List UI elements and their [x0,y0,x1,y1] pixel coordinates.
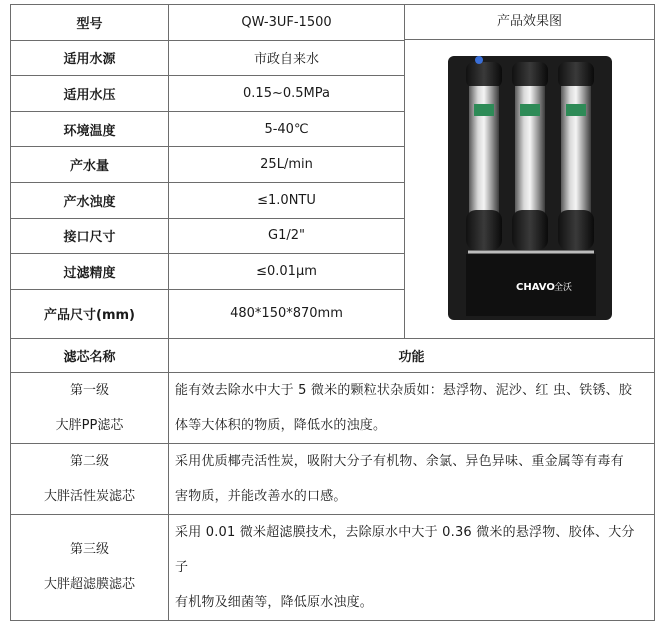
filter-function-cell [169,372,655,443]
spec-label: 产水量 [11,147,169,183]
filter-function-line: 有机物及细菌等，降低原水浊度。 [175,594,374,610]
filter-name-header: 滤芯名称 [11,338,169,372]
spec-label: 接口尺寸 [11,218,169,254]
filter-function-line: 体等大体积的物质，降低水的浊度。 [175,417,387,433]
filter-function-line: 采用优质椰壳活性炭，吸附大分子有机物、余氯、异色异味、重金属等有毒有 [175,453,624,469]
spec-value: ≤0.01μm [169,254,405,290]
spec-value: QW-3UF-1500 [169,5,405,41]
filter-name: 大胖活性炭滤芯 [43,488,135,504]
filter-name: 大胖超滤膜滤芯 [43,577,135,593]
spec-value: 5-40℃ [169,111,405,147]
product-image [446,54,614,322]
filter-level: 第三级 [69,542,109,558]
filter-level: 第二级 [69,453,109,469]
spec-value: ≤1.0NTU [169,182,405,218]
spec-label: 适用水源 [11,40,169,76]
filter-function-line: 害物质，并能改善水的口感。 [175,488,347,504]
spec-table [10,4,655,621]
spec-label: 型号 [11,5,169,41]
filter-housing-3 [558,62,594,250]
spec-value: 25L/min [169,147,405,183]
spec-label: 产品尺寸(mm) [11,289,169,338]
filter-name: 大胖PP滤芯 [55,417,124,433]
spec-label: 环境温度 [11,111,169,147]
brand-logo-cn: 全沃 [553,283,572,293]
brand-logo: CHAVO [515,282,555,293]
filter-housing-1 [466,62,502,250]
image-caption: 产品效果图 [405,5,654,40]
spec-value: G1/2" [169,218,405,254]
filter-function-line: 能有效去除水中大于 5 微米的颗粒状杂质如：悬浮物、泥沙、红 虫、铁锈、胶 [175,382,633,398]
filter-function-cell [169,514,655,620]
filter-housing-2 [512,62,548,250]
filter-function-cell [169,443,655,514]
spec-value: 480*150*870mm [169,289,405,338]
filter-name-cell [11,443,169,514]
filter-name-cell [11,514,169,620]
spec-label: 产水浊度 [11,182,169,218]
indicator-light-shape [475,56,483,64]
filter-level: 第一级 [69,382,109,398]
function-header: 功能 [169,338,655,372]
spec-value: 市政自来水 [169,40,405,76]
product-image-cell [405,5,655,339]
filter-name-cell [11,372,169,443]
spec-label: 过滤精度 [11,254,169,290]
filter-function-line: 采用 0.01 微米超滤膜技术，去除原水中大于 0.36 微米的悬浮物、胶体、大分子 [175,524,635,575]
spec-value: 0.15~0.5MPa [169,76,405,112]
spec-label: 适用水压 [11,76,169,112]
